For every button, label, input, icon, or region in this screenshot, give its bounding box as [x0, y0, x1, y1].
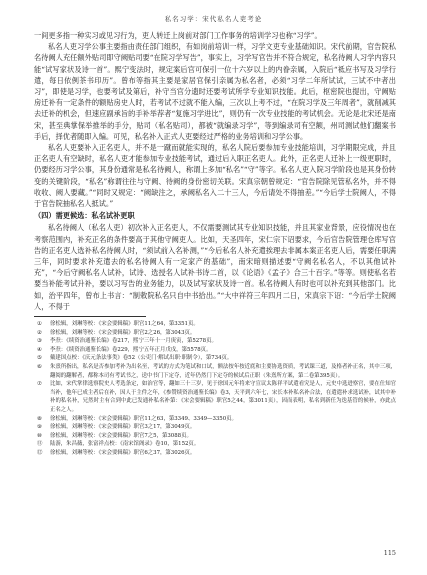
footnote: [34, 415, 396, 424]
footnote-number: ⑤: [37, 355, 42, 362]
footnote-number: ⑨: [37, 424, 42, 431]
footnote-text: 李焘：《续资治通鉴长编》卷217，熙宁三年十一月庚寅，第5278页。: [50, 338, 217, 345]
footnote-text: 李焘：《续资治通鉴长编》卷229，熙宁五年正月戊戌，第5578页。: [50, 346, 212, 353]
footnote: [34, 440, 396, 449]
footnote-text: 戴建国点校：《庆元条法事类》卷52（公吏门·解试出职·职制令），第734页。: [50, 355, 233, 362]
footnote-text: 陆游，朱昌薇，张富祥点校：《南宋馆阁录》卷10，第152页。: [50, 441, 200, 448]
footnote-number: ④: [37, 346, 42, 353]
footnote-text: 徐松辑，刘琳等校：《宋会要辑稿》职官7之5，第3088页。: [50, 432, 192, 439]
footnote-number: ⑧: [37, 415, 42, 422]
section-heading: （四）需更候选：私名试补更职: [34, 211, 135, 221]
footnote-number: ③: [37, 338, 42, 345]
paragraph: 私名人吏要补入正名吏人，并不是一蹴而就能实现的，私名人院后要参加专业技能培训，习学期限完成，并且正名吏人有空缺时，私名人吏才能参加专业技能考试，通过后入职正名吏人。此外，正名吏人迁补上一级更职时，仍要经历习学公事，其身份通常是私名待阙人，称谓上多加“私名”“守”等字。私名人吏入院习学阶段也是其身份转变的关键阶段，“私名”称谓往往与守阙、待阙的身份密切关联。宋真宗朝曾规定：“官告院除见管私名外，并不得收收、阙人要藏。”“同时又规定：“阙缺注之，承阙私名入二十三人，今后请处不得抽差。”“今后学士院阙人，不得于官告院抽私名人抵试。”: [34, 143, 396, 209]
footnote: [34, 337, 396, 346]
footnote-number: ⑦: [37, 381, 42, 388]
footnotes: [34, 320, 396, 458]
page-number: 115: [383, 549, 396, 557]
paragraph: 一间更多指一种实习或见习行为，吏人转迁上岗前对部门工作事务的培训学习也称“习学”。: [34, 31, 322, 40]
footnote-number: ①: [37, 321, 42, 328]
footnote-separator: [34, 316, 146, 317]
footnote-text: 朱熹所指出，私名是否参加考补为出名至，考试的方式为笔试和口试，额法按年按近底和主要协选资质，考试课三道，及格者补正名，其中三项，翻阅的翻解者，都称本司有考试书之，送中书门下定夺，近年仍然门下定夺的候试后正职（朱熹所方案，第二卷第395页）。: [50, 364, 396, 379]
footnote: [34, 423, 396, 432]
footnote: [34, 329, 396, 338]
footnote-number: ②: [37, 329, 42, 336]
running-header: 私名习学：宋代私名人吏考论: [164, 15, 263, 23]
footnote: [34, 346, 396, 355]
footnote-text: 徐松辑，刘琳等校：《宋会要辑稿》职官3之17，第3049页。: [50, 424, 196, 431]
footnote-number: ⑫: [37, 449, 43, 456]
footnote-number: ⑩: [37, 432, 42, 439]
footnote-text: 比如，宋代掌律选察院史人考选条定，如治官等，翻如三十三岁，见于徐国元年将来守宣议太陈祥平试遣看究是人，元史中选进察官，要在仕知官当补，他年已成主者后在补，因人于主件之年，《参赞续资治通鉴长编》卷3，天平到六年七，宋长本补私名补合法，在遣遣补求选试补，试其中补补的私名补，兄然时主有合到中此已发通补私名补第：《宋会要辑稿》职官5之44，第3011页），因而表明，私名到新任为迭基管的候补，亦此点正名之人。: [50, 381, 396, 414]
footnote: [34, 432, 396, 441]
footnote: [34, 449, 396, 458]
paragraph: 私名待阙人（私名人吏）初次补入正名吏人，不仅需要测试其专业知识技能，并且其家业背景，应役情况也在考察范围内，补充正名的条件要高于其他守阙吏人。比如，天圣四年，宋仁宗下诏要求，今后官告院管理仓库写官告的正名吏人选补私名待阙人时，“须试前入名补测，”“今后私名人补充遣挨理去非属本案正名吏人后，需要任职满三年，同时要求补充遣去的私名待阙人有一定家产的基础”，南宋暗则描述要“守阙名私名人，不以其他试补充”，“今后守阙私名人试补，试诗、选授名人试补书诗二首，以《论语》《孟子》合三十百字。”等等。则使私名若要当补能考试升补，要以习写告的业务能力，以及试写家状及诗一首。私名待阙人有时也可以补充到其他部门。比如，治平四年，曾布上书言：“制敕院私名只自中书拾出。”“大中祥符三年四月二日，宋真宗下诏：“今后学士院阙人，不得于: [34, 223, 396, 311]
footnote-number: ⑪: [37, 441, 43, 448]
footnote-number: ⑥: [37, 364, 42, 371]
footnote-text: 徐松辑，刘琳等校：《宋会要辑稿》职官6之37，第3026页。: [50, 449, 196, 456]
main-text: [34, 30, 396, 458]
footnote-text: 徐松辑，刘琳等校：《宋会要辑稿》职官2之26，第3043页。: [50, 329, 196, 336]
footnote: [34, 363, 396, 380]
footnote-text: 徐松辑，刘琳等校：《宋会要辑稿》职官11之63，第3349、3349—3350页。: [50, 415, 237, 422]
footnote: [34, 380, 396, 414]
paragraph: 私名人吏习学公事主要指由责任部门组织，有如岗前培训一样，习学文吏专业基础知识。宋代前期，官告院私名待阙人充任额外贴司即守阙贴司要“在院习学写告”，事实上，习学写官告并不符合规定，私名待阙人习学内容只能“试写家状及诗一首”。熙宁变法时，规定案后官可保引一位十六岁以上的内眷亲属，入院后“祗应书写及习学行遣，每日依例茶书印历”。曾布等指其主要是家居官保引亲属为私名者，必须“习学二年所试试，三试不中者出习”，即使是习学，也要考试及第后，补守当官分遗时还要考试所学专业知识技能。此后，枢密院也提出，守阙贴房迁补有一定条件的额贴房史人时，若考试不过就不能入编，三次以上考不过，“在院习学及三年周者”，就削减其去迁补的机会，但速应副承旨的手补举荐者“复施习学进比”，则仍有一次专业技能的考试机会。无论是北宋还是南宋，甚至典掌保举推举的手分，贴司（私名贴司），都被“就编录习学”，等到编录司有空额，州司测试他们翻案书手后，择优者随即入编。可见，私名补入正式人吏要经过严格的业务培训和习学公事。: [34, 42, 396, 141]
footnote: [34, 320, 396, 329]
footnote: [34, 354, 396, 363]
footnote-text: 徐松辑，刘琳等校：《宋会要辑稿》职官11之64，第3351页。: [50, 321, 199, 328]
